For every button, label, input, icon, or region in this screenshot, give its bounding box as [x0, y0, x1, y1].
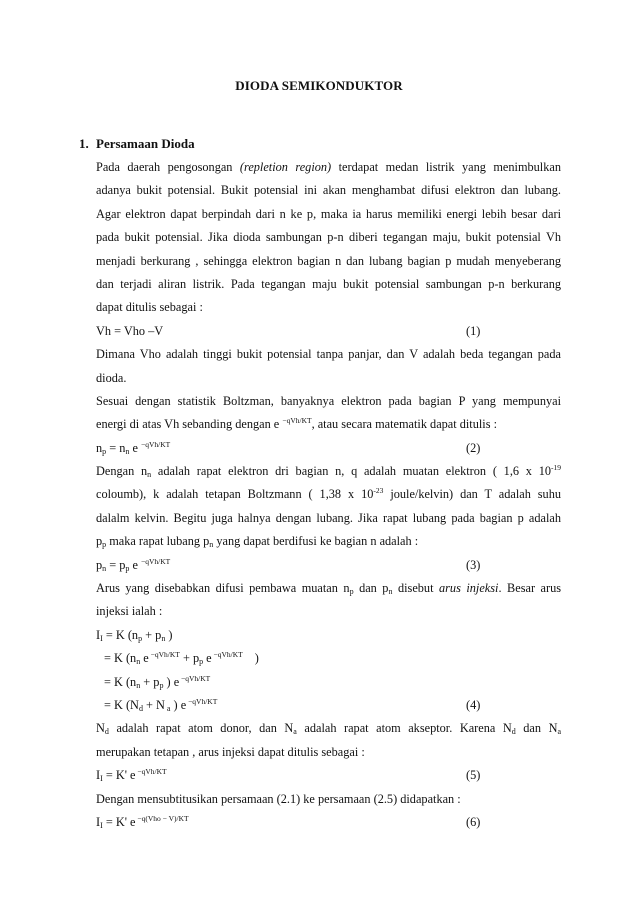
equation-6: [96, 811, 561, 834]
equation-4b: [96, 647, 561, 670]
subscript: p: [102, 446, 107, 456]
subscript: I: [100, 820, 103, 830]
equation-text: + p: [142, 627, 162, 642]
equation-text: e: [129, 557, 138, 572]
text-line: [96, 717, 561, 740]
equation-number: (2): [466, 440, 481, 455]
text-span: dan N: [523, 721, 558, 736]
text-line: [96, 483, 561, 506]
text-line: dalalm kelvin. Begitu juga halnya dengan lubang. Jika rapat lubang pada bagian p adalah: [96, 510, 561, 525]
equation-text: e: [129, 440, 138, 455]
text-line: menjadi berkurang , sehingga elektron bagian n dan lubang bagian p mudah menyeberang: [96, 253, 561, 268]
text-span: adalah rapat elektron dri bagian n, q adalah muatan elektron ( 1,6 x 10: [157, 464, 551, 479]
equation-text: I: [96, 627, 101, 642]
equation-text: p: [96, 557, 103, 572]
equation-text: = K (N: [104, 697, 139, 712]
superscript: −qVh/KT: [148, 650, 180, 660]
text-line: injeksi ialah :: [96, 604, 163, 619]
superscript: −qVh/KT: [211, 650, 243, 660]
equation-text: e: [140, 651, 149, 666]
equation-text: ): [165, 627, 173, 642]
subscript: d: [104, 727, 109, 737]
text-line: Agar elektron dapat berpindah dari n ke p, maka ia harus memiliki energi lebih besar dari: [96, 206, 561, 221]
equation-text: + N: [142, 697, 165, 712]
equation-4c: [96, 671, 561, 694]
equation-text: ): [254, 651, 259, 666]
subscript: n: [125, 446, 130, 456]
text-line: dioda.: [96, 370, 127, 385]
subscript: p: [125, 563, 130, 573]
superscript: -19: [551, 463, 561, 473]
text-line: pada bukit potensial. Jika dioda sambungan p-n diberi tegangan maju, bukit potensial Vh: [96, 230, 561, 245]
equation-2: [96, 437, 561, 460]
subscript: p: [349, 587, 354, 597]
equation-text: Vh = Vho –V: [96, 323, 164, 338]
document-title: DIODA SEMIKONDUKTOR: [235, 78, 403, 93]
section-number: 1.: [79, 136, 89, 151]
equation-text: = K' e: [102, 768, 136, 783]
equation-text: + p: [179, 651, 200, 666]
subscript: n: [147, 470, 152, 480]
text-span: coloumb), k adalah tetapan Boltzmann ( 1,38 x 10: [96, 487, 374, 502]
text-line: [96, 460, 561, 483]
section-heading: [79, 136, 195, 152]
equation-text: I: [96, 814, 101, 829]
equation-number: (6): [466, 814, 481, 829]
section-title: Persamaan Dioda: [96, 136, 195, 151]
text-span: Dengan n: [96, 464, 148, 479]
subscript: n: [388, 587, 393, 597]
italic-term: (repletion region): [239, 160, 332, 174]
text-line: Sesuai dengan statistik Boltzman, banyaknya elektron pada bagian P yang mempunyai: [96, 393, 561, 408]
text-span: adalah rapat atom akseptor. Karena N: [304, 721, 512, 736]
subscript: a: [557, 727, 562, 737]
superscript: −qVh/KT: [141, 439, 171, 449]
text-line: merupakan tetapan , arus injeksi dapat ditulis sebagai :: [96, 744, 365, 759]
superscript: −qVh/KT: [135, 767, 167, 777]
subscript: a: [293, 727, 297, 737]
subscript: n: [136, 680, 141, 690]
subscript: I: [100, 774, 103, 784]
section-body: [96, 156, 561, 834]
text-span: , atau secara matematik dapat ditulis :: [311, 417, 497, 432]
equation-text: ) e: [170, 697, 187, 712]
text-span: adalah rapat atom donor, dan N: [116, 721, 294, 736]
equation-1: [96, 320, 561, 343]
subscript: d: [511, 727, 516, 737]
equation-number: (3): [466, 557, 481, 572]
subscript: n: [102, 563, 107, 573]
text-span: maka rapat lubang p: [106, 534, 210, 549]
text-line: [96, 530, 561, 553]
equation-text: e: [203, 651, 212, 666]
text-line: [96, 577, 561, 600]
text-line: [96, 413, 561, 436]
equation-text: I: [96, 768, 101, 783]
text-span: . Besar arus: [498, 581, 562, 596]
equation-4a: [96, 624, 561, 647]
superscript: −qVh/KT: [282, 416, 312, 426]
equation-text: ) e: [163, 674, 180, 689]
subscript: p: [159, 680, 164, 690]
text-line: dan terjadi aliran listrik. Pada tegangan maju bukit potensial sambungan p-n berkurang: [96, 276, 561, 291]
subscript: p: [102, 540, 107, 550]
equation-text: = p: [106, 557, 126, 572]
italic-term: arus injeksi: [439, 581, 499, 596]
subscript: p: [138, 633, 143, 643]
equation-5: [96, 764, 561, 787]
equation-text: n: [96, 440, 103, 455]
text-span: yang dapat berdifusi ke bagian n adalah :: [213, 534, 419, 549]
superscript: -23: [373, 486, 384, 496]
text-span: energi di atas Vh sebanding dengan e: [96, 417, 280, 432]
text-span: disebut: [397, 581, 434, 596]
subscript: I: [100, 633, 103, 643]
equation-text: = K (n: [102, 627, 139, 642]
subscript: n: [136, 657, 141, 667]
subscript: n: [209, 540, 214, 550]
equation-text: = n: [106, 440, 126, 455]
equation-text: + p: [140, 674, 160, 689]
text-line: Dengan mensubtitusikan persamaan (2.1) ke persamaan (2.5) didapatkan :: [96, 791, 461, 806]
equation-4: [96, 694, 561, 717]
text-line: adanya bukit potensial. Bukit potensial ini akan menghambat difusi elektron dan lubang.: [96, 183, 561, 198]
text-line: dapat ditulis sebagai :: [96, 300, 203, 315]
subscript: p: [199, 657, 204, 667]
superscript: −q(Vho − V)/KT: [135, 813, 189, 823]
subscript: d: [138, 703, 143, 713]
text-line: Dimana Vho adalah tinggi bukit potensial tanpa panjar, dan V adalah beda tegangan pada: [96, 347, 561, 362]
text-span: N: [96, 721, 105, 736]
equation-text: = K (n: [104, 674, 137, 689]
superscript: −qVh/KT: [179, 673, 211, 683]
superscript: −qVh/KT: [141, 556, 171, 566]
text-span: Pada daerah pengosongan: [96, 160, 233, 174]
text-span: terdapat medan listrik yang menimbulkan: [338, 160, 561, 174]
equation-number: (5): [466, 768, 481, 783]
equation-text: = K' e: [102, 814, 136, 829]
text-span: p: [96, 534, 103, 549]
text-span: dan p: [359, 581, 389, 596]
superscript: −qVh/KT: [186, 696, 218, 706]
text-line: [96, 156, 561, 179]
subscript: n: [161, 633, 166, 643]
subscript: a: [164, 703, 171, 713]
equation-number: (1): [466, 323, 481, 338]
equation-number: (4): [466, 697, 481, 712]
equation-text: = K (n: [104, 651, 137, 666]
text-span: Arus yang disebabkan difusi pembawa muatan n: [96, 581, 350, 596]
text-span: joule/kelvin) dan T adalah suhu: [390, 487, 561, 502]
equation-3: [96, 554, 561, 577]
